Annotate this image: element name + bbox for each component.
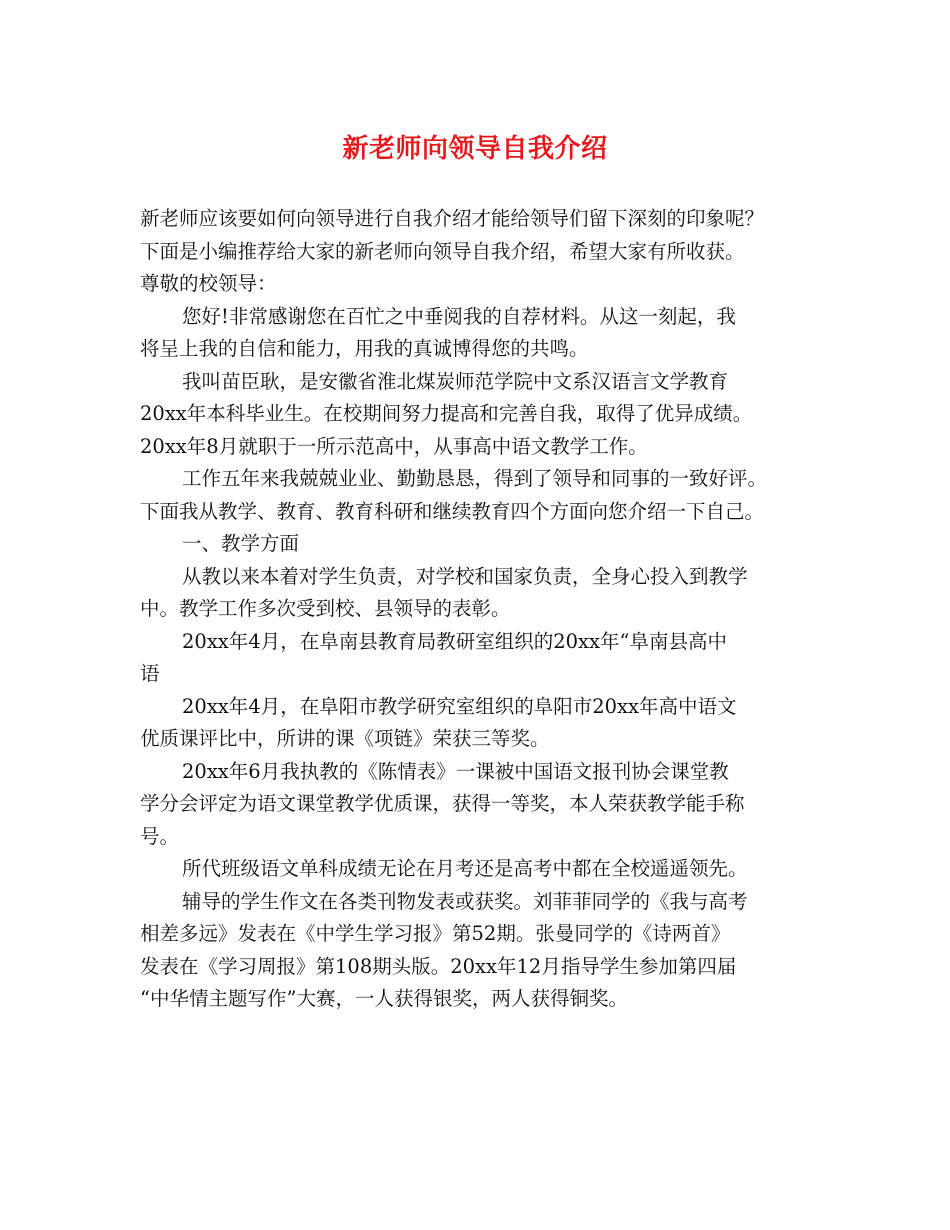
body-line-2: 下面是小编推荐给大家的新老师向领导自我介绍，希望大家有所收获。: [140, 239, 745, 263]
body-line-15: 语: [140, 662, 160, 685]
body-line-22: 辅导的学生作文在各类刊物发表或获奖。刘菲菲同学的《我与高考: [182, 889, 748, 913]
body-line-7: 20xx年本科毕业生。在校期间努力提高和完善自我，取得了优异成绩。: [140, 402, 753, 425]
body-line-21: 所代班级语文单科成绩无论在月考还是高考中都在全校遥遥领先。: [182, 857, 748, 880]
body-line-5: 将呈上我的自信和能力，用我的真诚博得您的共鸣。: [140, 337, 589, 360]
body-line-18: 20xx年6月我执教的《陈情表》一课被中国语文报刊协会课堂教: [182, 759, 729, 783]
body-line-23: 相差多远》发表在《中学生学习报》第52期。张曼同学的《诗两首》: [140, 922, 731, 945]
body-line-16: 20xx年4月，在阜阳市教学研究室组织的阜阳市20xx年高中语文: [182, 694, 737, 718]
section-heading-teaching: 一、教学方面: [182, 532, 300, 555]
body-line-9: 工作五年来我兢兢业业、勤勤恳恳，得到了领导和同事的一致好评。: [182, 467, 768, 490]
body-line-20: 号。: [140, 824, 180, 848]
document-title: 新老师向领导自我介绍: [342, 134, 608, 164]
body-line-17: 优质课评比中，所讲的课《项链》荣获三等奖。: [140, 727, 550, 750]
body-line-12: 从教以来本着对学生负责，对学校和国家负责，全身心投入到教学: [182, 564, 748, 588]
body-line-10: 下面我从教学、教育、教育科研和继续教育四个方面向您介绍一下自己。: [140, 499, 765, 523]
body-line-8: 20xx年8月就职于一所示范高中，从事高中语文教学工作。: [140, 434, 648, 458]
body-line-14: 20xx年4月，在阜南县教育局教研室组织的20xx年“阜南县高中: [182, 629, 727, 653]
body-line-25: “中华情主题写作”大赛，一人获得银奖，两人获得铜奖。: [140, 987, 628, 1010]
body-line-1: 新老师应该要如何向领导进行自我介绍才能给领导们留下深刻的印象呢？: [140, 207, 765, 230]
body-line-6: 我叫苗臣耿，是安徽省淮北煤炭师范学院中文系汉语言文学教育: [182, 369, 729, 393]
document-body: [140, 203, 816, 1016]
body-line-3: 尊敬的校领导：: [140, 272, 277, 295]
body-line-24: 发表在《学习周报》第108期头版。20xx年12月指导学生参加第四届: [140, 954, 737, 978]
body-line-4: 您好!非常感谢您在百忙之中垂阅我的自荐材料。从这一刻起，我: [182, 304, 736, 328]
body-line-13: 中。教学工作多次受到校、县领导的表彰。: [140, 597, 511, 620]
body-line-19: 学分会评定为语文课堂教学优质课，获得一等奖，本人荣获教学能手称: [140, 792, 745, 815]
